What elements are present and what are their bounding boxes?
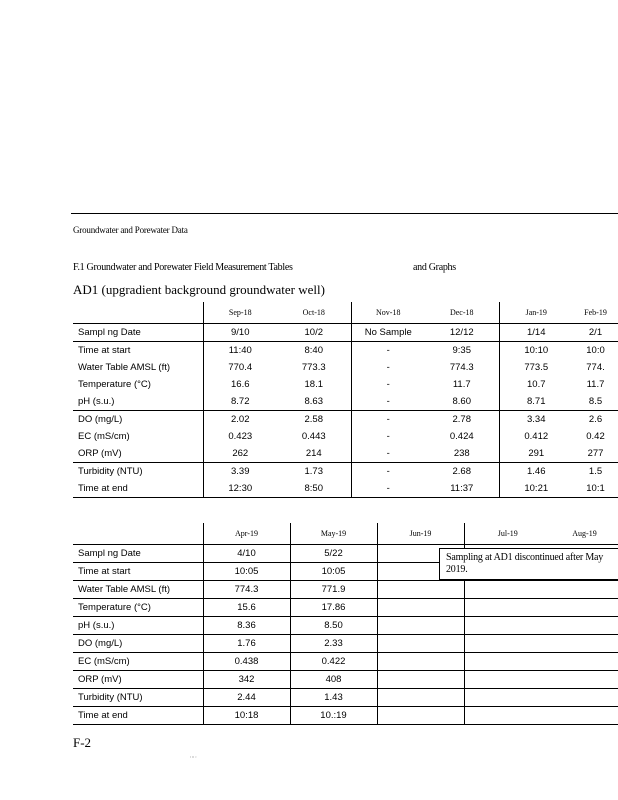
table-cell (551, 671, 618, 689)
table-cell: 1.73 (304, 466, 323, 477)
table-cell: 10:0 (586, 345, 605, 356)
table-row (73, 581, 618, 599)
month-header: May-19 (290, 523, 377, 545)
row-label: DO (mg/L) (73, 635, 203, 653)
table-row (73, 463, 618, 481)
table-cell: 0.412 (499, 428, 573, 445)
table-cell: 0.422 (290, 653, 377, 671)
month-header: Apr-19 (203, 523, 290, 545)
table-cell: 12:30 (203, 480, 277, 498)
page-number: F-2 (73, 735, 92, 750)
table-cell: 11.7 (586, 379, 605, 390)
table-row (73, 359, 618, 376)
table-cell: 2.02 (203, 411, 277, 429)
table-cell: 10.7 (499, 376, 573, 393)
table-cell: 214 (277, 445, 351, 463)
table-cell: 774.3 (449, 362, 474, 373)
table-cell: 0.438 (203, 653, 290, 671)
table-cell (377, 599, 464, 617)
table-cell: 774.3 (203, 581, 290, 599)
table-cell: 11.7 (452, 379, 471, 390)
table-cell: 18.1 (304, 379, 323, 390)
row-label: Turbidity (NTU) (78, 466, 143, 477)
table-row (73, 342, 618, 360)
table-header-row (73, 302, 618, 324)
table-cell: 10:10 (499, 342, 573, 360)
table-cell: 8.63 (277, 393, 351, 411)
table-cell: 2.58 (304, 414, 323, 425)
discontinued-note: Sampling at AD1 discontinued after May 2019. (439, 548, 618, 580)
table-cell: 8.36 (203, 617, 290, 635)
table-cell (464, 671, 551, 689)
row-label: Time at start (78, 345, 131, 356)
table-cell: 2.6 (588, 414, 603, 425)
table-cell: - (351, 463, 425, 481)
table-cell: 8:40 (304, 345, 323, 356)
row-label: ORP (mV) (73, 445, 203, 463)
month-header: Jul-19 (464, 523, 551, 545)
table-cell: 262 (203, 445, 277, 463)
table-cell: 10:1 (573, 480, 618, 498)
table-cell: 8:50 (277, 480, 351, 498)
row-label: pH (s.u.) (73, 617, 203, 635)
table-cell (464, 581, 551, 599)
table-cell: 342 (203, 671, 290, 689)
table-cell (551, 653, 618, 671)
table-cell: 11:37 (425, 480, 499, 498)
table-cell (377, 635, 464, 653)
table-cell: 3.39 (203, 463, 277, 481)
table-cell: 1.46 (499, 463, 573, 481)
table-row (73, 428, 618, 445)
table-row (73, 393, 618, 411)
table-cell: 16.6 (203, 376, 277, 393)
table-cell: 3.34 (499, 411, 573, 429)
table-cell: 773.5 (499, 359, 573, 376)
table-cell: 10/2 (277, 324, 351, 342)
table-cell (377, 707, 464, 725)
table-cell: 10:18 (203, 707, 290, 725)
month-header: Nov-18 (351, 302, 425, 324)
table-cell (464, 653, 551, 671)
table-cell: 0.443 (301, 431, 326, 442)
row-label: ORP (mV) (73, 671, 203, 689)
table-cell (377, 671, 464, 689)
table-cell: - (351, 376, 425, 393)
table-cell: 0.424 (449, 431, 474, 442)
table-header-row (73, 523, 618, 545)
table-cell: 8.71 (499, 393, 573, 411)
month-header: Jan-19 (499, 302, 573, 324)
month-header: Sep-18 (203, 302, 277, 324)
table-cell: 2.78 (452, 414, 471, 425)
table-cell (464, 689, 551, 707)
table-cell: 770.4 (203, 359, 277, 376)
row-label: Sampl ng Date (73, 545, 203, 563)
table-row (73, 671, 618, 689)
table-cell: 1/14 (499, 324, 573, 342)
field-measurement-table-1 (73, 302, 618, 498)
month-header: Feb-19 (573, 302, 618, 324)
table-cell: No Sample (351, 324, 425, 342)
table-cell: - (351, 480, 425, 498)
table-cell (551, 581, 618, 599)
table-row (73, 376, 618, 393)
table-cell: 4/10 (203, 545, 290, 563)
month-header: Oct-18 (277, 302, 351, 324)
table-cell: - (351, 393, 425, 411)
table-cell (551, 635, 618, 653)
table-cell: 277 (573, 445, 618, 463)
table-row (73, 707, 618, 725)
row-label: Water Table AMSL (ft) (73, 581, 203, 599)
row-label: Time at start (73, 563, 203, 581)
table-cell: 2.44 (203, 689, 290, 707)
well-title: AD1 (upgradient background groundwater well) (73, 282, 325, 297)
table-cell (551, 617, 618, 635)
table-cell: - (351, 428, 425, 445)
table-cell (377, 617, 464, 635)
table-cell: 0.423 (203, 428, 277, 445)
table-cell (377, 689, 464, 707)
table-cell: 10:21 (499, 480, 573, 498)
row-label: Temperature (°C) (73, 599, 203, 617)
table-cell: 1.43 (290, 689, 377, 707)
table-cell: 12/12 (425, 324, 499, 342)
row-label: Temperature (°C) (78, 379, 151, 390)
table-cell: 2/1 (573, 324, 618, 342)
table-cell (464, 617, 551, 635)
table-cell: 238 (425, 445, 499, 463)
table-cell: 771.9 (290, 581, 377, 599)
table-row (73, 617, 618, 635)
table-cell (464, 599, 551, 617)
table-cell: 291 (499, 445, 573, 463)
section-title: Groundwater and Porewater Data (73, 225, 188, 235)
row-label: Time at end (73, 480, 203, 498)
table-cell: - (351, 342, 425, 360)
table-cell: 0.42 (586, 431, 605, 442)
month-header: Dec-18 (425, 302, 499, 324)
table-cell (551, 707, 618, 725)
table-cell: 10:05 (203, 563, 290, 581)
table-cell: 8.50 (290, 617, 377, 635)
row-label: pH (s.u.) (73, 393, 203, 411)
table-row (73, 689, 618, 707)
table-cell (551, 599, 618, 617)
table-cell: 408 (290, 671, 377, 689)
table-cell: 15.6 (203, 599, 290, 617)
row-label: EC (mS/cm) (73, 653, 203, 671)
table-cell: 17.86 (290, 599, 377, 617)
table-cell (377, 581, 464, 599)
table-cell (464, 707, 551, 725)
table-cell (377, 653, 464, 671)
table-cell (464, 635, 551, 653)
table-cell: 1.76 (203, 635, 290, 653)
table-row (73, 653, 618, 671)
row-label: Sampl ng Date (73, 324, 203, 342)
table-cell: 1.5 (588, 466, 603, 477)
table-cell: 774. (586, 362, 605, 373)
top-rule (71, 213, 618, 214)
table-row (73, 480, 618, 498)
table-cell: 5/22 (290, 545, 377, 563)
table-cell: - (351, 411, 425, 429)
table-row (73, 411, 618, 429)
row-label: Time at end (73, 707, 203, 725)
month-header: Aug-19 (551, 523, 618, 545)
month-header: Jun-19 (377, 523, 464, 545)
subsection-title: F.1 Groundwater and Porewater Field Measurement Tables (73, 262, 293, 273)
row-label: Water Table AMSL (ft) (78, 362, 171, 373)
table-cell: 2.68 (452, 466, 471, 477)
row-label: EC (mS/cm) (78, 431, 130, 442)
table-cell: - (351, 359, 425, 376)
table-cell: 8.5 (573, 393, 618, 411)
table-row (73, 324, 618, 342)
subsection-title-suffix: and Graphs (413, 262, 456, 273)
table-cell: 10.:19 (290, 707, 377, 725)
row-label: DO (mg/L) (78, 414, 123, 425)
row-label: Turbidity (NTU) (73, 689, 203, 707)
table-cell: 773.3 (301, 362, 326, 373)
table-row (73, 635, 618, 653)
table-cell: 8.72 (203, 393, 277, 411)
footer-mark: ' " ' (190, 757, 197, 762)
table-cell: 9/10 (203, 324, 277, 342)
table-cell: 2.33 (290, 635, 377, 653)
table-row (73, 599, 618, 617)
table-cell: 8.60 (425, 393, 499, 411)
table-cell: 9:35 (452, 345, 471, 356)
table-row (73, 445, 618, 463)
table-cell: - (351, 445, 425, 463)
table-cell (551, 689, 618, 707)
table-cell: 11:40 (203, 342, 277, 360)
table-cell: 10:05 (290, 563, 377, 581)
